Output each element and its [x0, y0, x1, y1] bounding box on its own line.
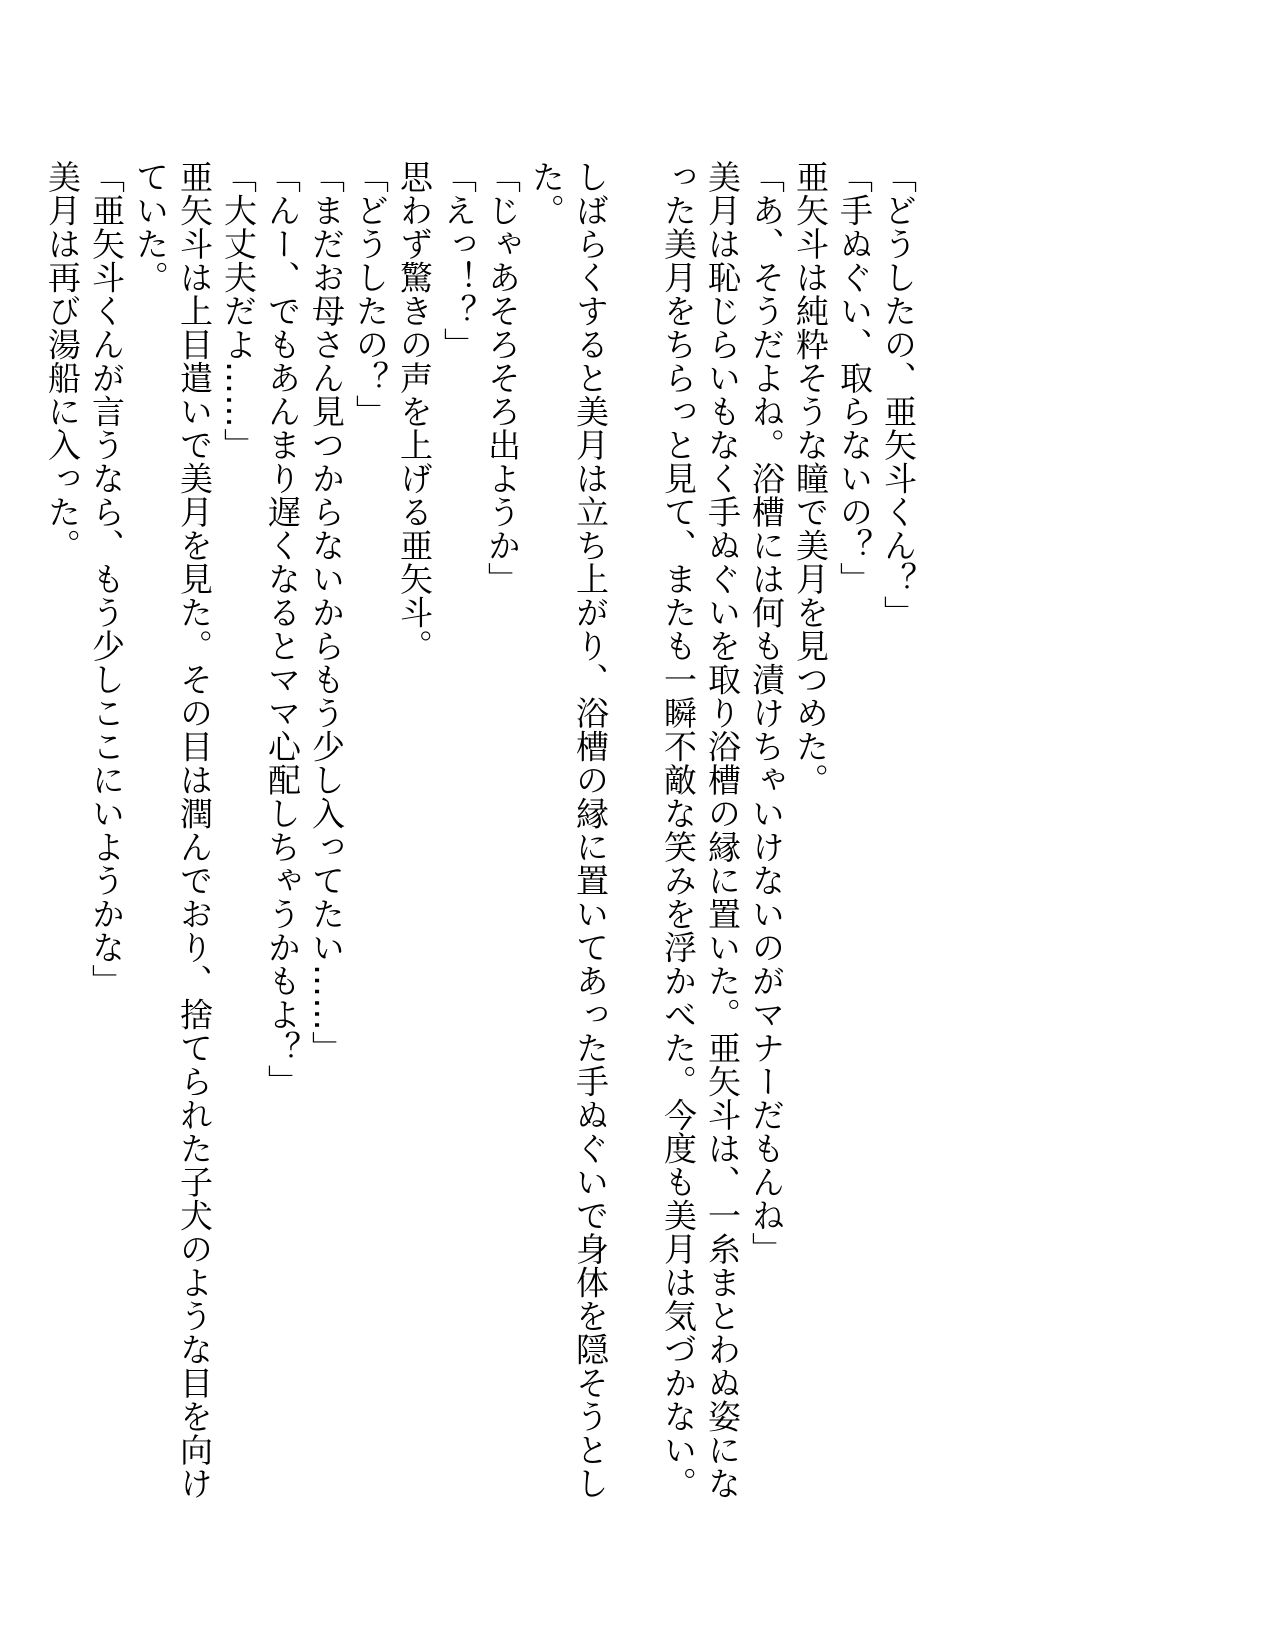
text-line: 「じゃあそろそろ出ようか」: [483, 160, 522, 596]
text-line: 「まだお母さん見つからないからもう少し入ってたい……」: [307, 160, 346, 1065]
text-line: 亜矢斗は上目遣いで美月を見た。その目は潤んでおり、捨てられた子犬のような目を向けていた。: [131, 160, 214, 1500]
text-line: 思わず驚きの声を上げる亜矢斗。: [395, 160, 434, 663]
text-line: しばらくすると美月は立ち上がり、浴槽の縁に置いてあった手ぬぐいで身体を隠そうとした。: [527, 160, 610, 1500]
text-line: 「亜矢斗くんが言うなら、もう少しここにいようかな」: [87, 160, 126, 998]
text-line: 「どうしたの、亜矢斗くん？」: [879, 160, 918, 629]
text-line: 「どうしたの？」: [351, 160, 390, 428]
text-line: 「んー、でもあんまり遅くなるとママ心配しちゃうかもよ？」: [263, 160, 302, 1098]
text-line: 「えっ！？」: [439, 160, 478, 361]
vertical-text-body: [43, 160, 920, 1500]
text-line: 「あ、そうだよね。浴槽には何も漬けちゃいけないのがマナーだもんね」: [747, 160, 786, 1266]
text-line: 美月は再び湯船に入った。: [43, 160, 82, 562]
text-line: 亜矢斗は純粋そうな瞳で美月を見つめた。: [791, 160, 830, 797]
text-line: 美月は恥じらいもなく手ぬぐいを取り浴槽の縁に置いた。亜矢斗は、一糸まとわぬ姿になった美月をちらっと見て、またも一瞬不敵な笑みを浮かべた。今度も美月は気づかない。: [659, 160, 742, 1500]
paragraph-break: [612, 160, 656, 1500]
text-line: 「手ぬぐい、取らないの？」: [835, 160, 874, 596]
text-line: 「大丈夫だよ……」: [219, 160, 258, 462]
